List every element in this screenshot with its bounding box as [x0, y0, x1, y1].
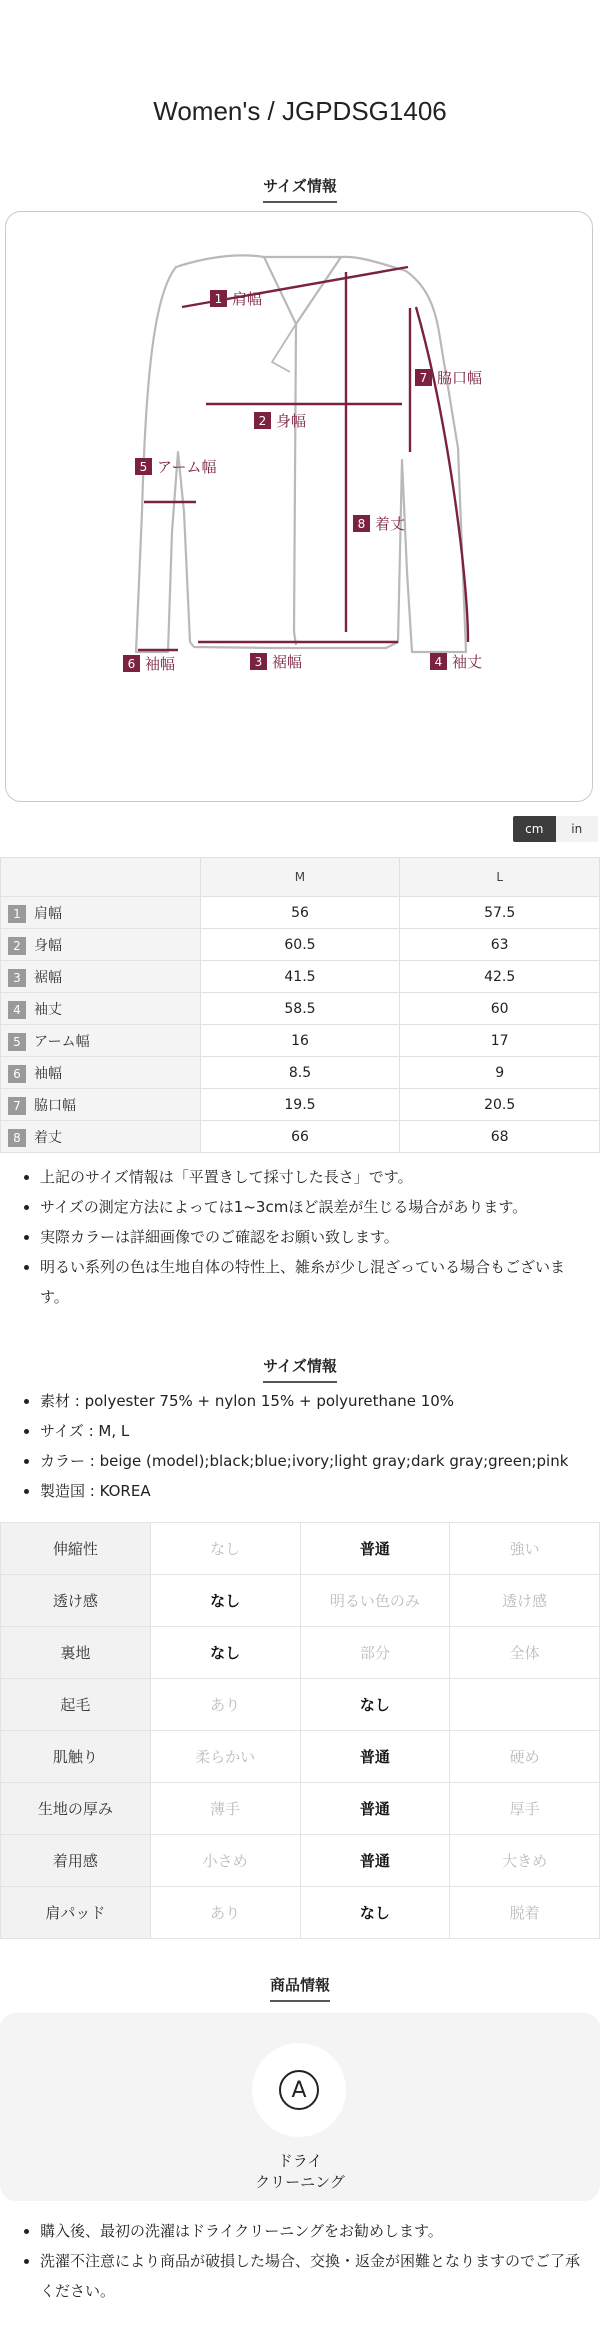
row-label: アーム幅	[34, 1033, 90, 1050]
table-row	[1, 1627, 600, 1679]
fabric-option: なし	[300, 1679, 450, 1731]
fabric-table	[0, 1522, 600, 1939]
row-number: 1	[8, 905, 26, 923]
info-section-heading-text: サイズ情報	[263, 1355, 337, 1383]
label-sleeve-length	[430, 653, 482, 671]
table-row	[1, 1025, 600, 1057]
row-label: 着丈	[34, 1129, 62, 1146]
value-m: 19.5	[200, 1089, 400, 1121]
row-number: 6	[8, 1065, 26, 1083]
svg-text:袖幅: 袖幅	[145, 655, 176, 673]
table-row	[1, 1057, 600, 1089]
info-section-heading	[0, 1355, 600, 1383]
row-label: 袖幅	[34, 1065, 62, 1082]
table-row	[1, 897, 600, 929]
svg-text:アーム幅: アーム幅	[157, 458, 217, 476]
care-section-heading-text: 商品情報	[270, 1974, 330, 2002]
table-row	[1, 1575, 600, 1627]
list-item: • 洗濯不注意により商品が破損した場合、交換・返金が困難となりますのでご了承ください。	[40, 2246, 580, 2306]
cardigan-diagram	[6, 212, 594, 803]
row-number: 4	[8, 1001, 26, 1019]
list-item: • カラー : beige (model);black;blue;ivory;light gray;dark gray;green;pink	[40, 1446, 580, 1476]
fabric-label: 透け感	[1, 1575, 151, 1627]
fabric-option: なし	[150, 1627, 300, 1679]
value-m: 41.5	[200, 961, 400, 993]
unit-cm-button[interactable]: cm	[513, 816, 556, 842]
fabric-option: なし	[150, 1575, 300, 1627]
care-label-line2: クリーニング	[255, 2173, 345, 2191]
row-label: 袖丈	[34, 1001, 62, 1018]
fabric-option: あり	[150, 1887, 300, 1939]
value-l: 57.5	[400, 897, 600, 929]
fabric-option: 透け感	[450, 1575, 600, 1627]
svg-text:3: 3	[254, 655, 263, 669]
table-row	[1, 1679, 600, 1731]
size-column-l: L	[400, 858, 600, 897]
value-m: 16	[200, 1025, 400, 1057]
care-notes	[0, 2216, 580, 2306]
care-section-heading	[0, 1974, 600, 2002]
svg-text:8: 8	[357, 517, 366, 531]
dry-clean-icon: A	[279, 2070, 319, 2110]
fabric-label: 起毛	[1, 1679, 151, 1731]
fabric-option: 明るい色のみ	[300, 1575, 450, 1627]
row-number: 2	[8, 937, 26, 955]
care-info-box	[0, 2013, 600, 2201]
fabric-option: なし	[300, 1887, 450, 1939]
row-label: 脇口幅	[34, 1097, 76, 1114]
row-label: 裾幅	[34, 969, 62, 986]
table-row	[1, 929, 600, 961]
care-label-line1: ドライ	[277, 2152, 323, 2170]
value-l: 20.5	[400, 1089, 600, 1121]
fabric-option: 全体	[450, 1627, 600, 1679]
size-section-heading	[0, 175, 600, 203]
label-hem-width	[250, 653, 302, 671]
fabric-option: 脱着	[450, 1887, 600, 1939]
value-l: 42.5	[400, 961, 600, 993]
value-m: 58.5	[200, 993, 400, 1025]
value-m: 60.5	[200, 929, 400, 961]
fabric-option: 小さめ	[150, 1835, 300, 1887]
size-column-m: M	[200, 858, 400, 897]
fabric-option: 普通	[300, 1523, 450, 1575]
size-diagram	[5, 211, 593, 802]
care-label	[0, 2151, 600, 2193]
value-m: 66	[200, 1121, 400, 1153]
size-notes	[0, 1162, 580, 1312]
svg-text:6: 6	[127, 657, 136, 671]
fabric-label: 肩パッド	[1, 1887, 151, 1939]
fabric-option: 普通	[300, 1835, 450, 1887]
table-row	[1, 993, 600, 1025]
list-item: • 実際カラーは詳細画像でのご確認をお願い致します。	[40, 1222, 580, 1252]
product-specs	[0, 1386, 580, 1506]
size-table	[0, 857, 600, 1153]
row-number: 7	[8, 1097, 26, 1115]
value-m: 8.5	[200, 1057, 400, 1089]
size-table-header	[1, 858, 600, 897]
list-item: • サイズの測定方法によっては1~3cmほど誤差が生じる場合があります。	[40, 1192, 580, 1222]
svg-text:1: 1	[214, 292, 223, 306]
row-number: 5	[8, 1033, 26, 1051]
table-row	[1, 1089, 600, 1121]
label-body-width	[254, 412, 306, 430]
row-label: 身幅	[34, 937, 62, 954]
svg-text:袖丈: 袖丈	[452, 653, 483, 671]
row-number: 3	[8, 969, 26, 987]
label-sleeve-width	[123, 655, 175, 673]
svg-text:着丈: 着丈	[375, 515, 406, 533]
svg-text:脇口幅: 脇口幅	[437, 369, 483, 387]
table-row	[1, 1783, 600, 1835]
unit-in-button[interactable]: in	[571, 822, 583, 836]
unit-toggle	[513, 816, 598, 842]
list-item: • 明るい系列の色は生地自体の特性上、雑糸が少し混ざっている場合もございます。	[40, 1252, 580, 1312]
fabric-option: 厚手	[450, 1783, 600, 1835]
svg-text:5: 5	[139, 460, 148, 474]
fabric-option: 柔らかい	[150, 1731, 300, 1783]
value-l: 60	[400, 993, 600, 1025]
table-row	[1, 1523, 600, 1575]
label-shoulder	[210, 290, 262, 308]
fabric-option: なし	[150, 1523, 300, 1575]
label-body-length	[353, 515, 405, 533]
value-l: 17	[400, 1025, 600, 1057]
garment-outline	[136, 255, 466, 652]
list-item: • 上記のサイズ情報は「平置きして採寸した長さ」です。	[40, 1162, 580, 1192]
table-row	[1, 1887, 600, 1939]
fabric-option: あり	[150, 1679, 300, 1731]
product-title: Women's / JGPDSG1406	[153, 96, 447, 126]
svg-text:2: 2	[258, 414, 267, 428]
list-item: • 購入後、最初の洗濯はドライクリーニングをお勧めします。	[40, 2216, 580, 2246]
fabric-option: 大きめ	[450, 1835, 600, 1887]
size-table-corner	[1, 858, 201, 897]
list-item: • 素材 : polyester 75% + nylon 15% + polyurethane 10%	[40, 1386, 580, 1416]
fabric-label: 裏地	[1, 1627, 151, 1679]
fabric-option: 強い	[450, 1523, 600, 1575]
svg-text:身幅: 身幅	[276, 412, 307, 430]
svg-text:7: 7	[419, 371, 428, 385]
value-m: 56	[200, 897, 400, 929]
list-item: • 製造国 : KOREA	[40, 1476, 580, 1506]
label-armhole	[415, 369, 482, 387]
value-l: 9	[400, 1057, 600, 1089]
fabric-label: 伸縮性	[1, 1523, 151, 1575]
table-row	[1, 1121, 600, 1153]
value-l: 63	[400, 929, 600, 961]
row-number: 8	[8, 1129, 26, 1147]
table-row	[1, 961, 600, 993]
svg-text:裾幅: 裾幅	[272, 653, 303, 671]
fabric-label: 生地の厚み	[1, 1783, 151, 1835]
row-label: 肩幅	[34, 905, 62, 922]
fabric-option: 薄手	[150, 1783, 300, 1835]
fabric-option: 普通	[300, 1783, 450, 1835]
sleeve-length-line	[416, 307, 468, 642]
care-symbol-circle	[252, 2043, 346, 2137]
fabric-option	[450, 1679, 600, 1731]
fabric-label: 肌触り	[1, 1731, 151, 1783]
fabric-option: 部分	[300, 1627, 450, 1679]
size-section-heading-text: サイズ情報	[263, 175, 337, 203]
fabric-label: 着用感	[1, 1835, 151, 1887]
value-l: 68	[400, 1121, 600, 1153]
label-arm-width	[135, 458, 217, 476]
list-item: • サイズ : M, L	[40, 1416, 580, 1446]
fabric-option: 硬め	[450, 1731, 600, 1783]
table-row	[1, 1835, 600, 1887]
table-row	[1, 1731, 600, 1783]
fabric-option: 普通	[300, 1731, 450, 1783]
svg-text:肩幅: 肩幅	[232, 290, 263, 308]
svg-text:4: 4	[434, 655, 443, 669]
